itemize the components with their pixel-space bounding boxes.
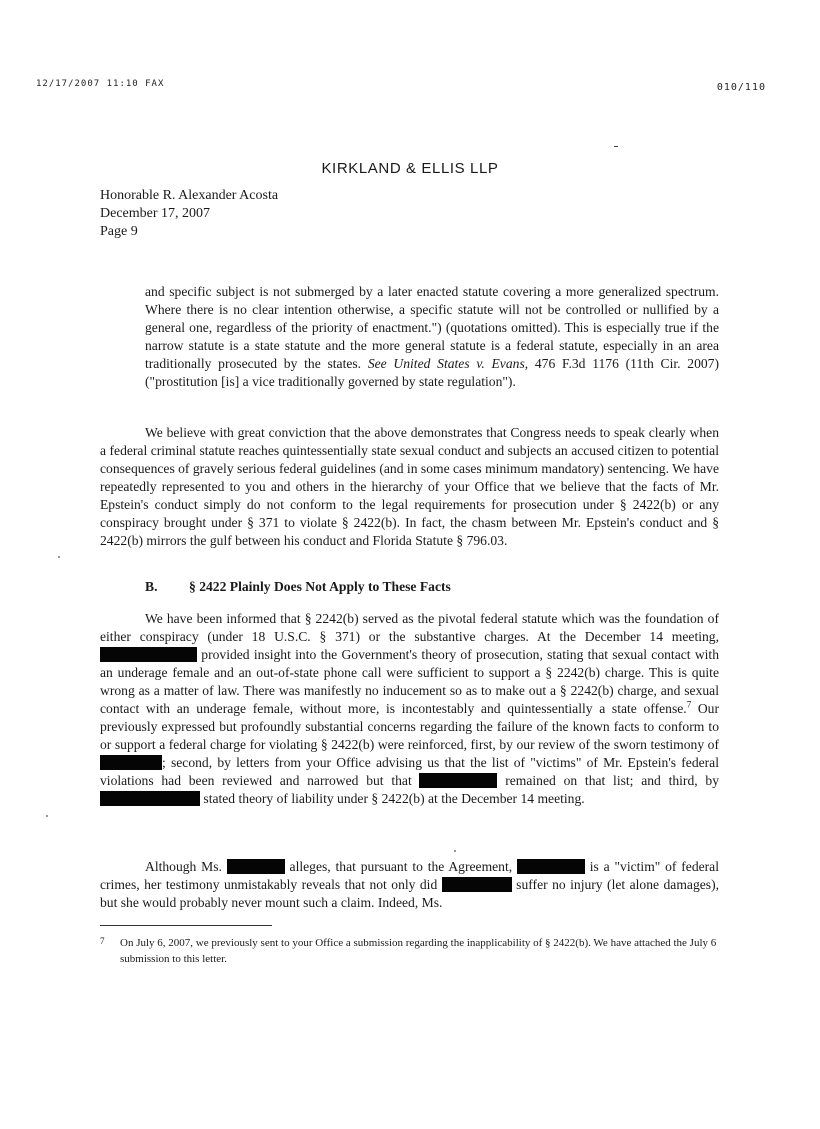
paragraph-text: We believe with great conviction that the above demonstrates that Congress needs to speak clearly when a federal criminal statute reaches quintessentially state sexual conduct and subjects an accused citizen to potential consequences of gravely serious federal guidelines (and in some cases minimum mandatory) sentencing. We have repeatedly represented to you and others in the hierarchy of your Office that we believe that the facts of Mr. Epstein's conduct simply do not conform to the legal requirements for prosecution under § 2422(b) or any conspiracy brought under § 371 to violate § 2422(b). In fact, the chasm between Mr. Epstein's conduct and § 2422(b) mirrors the gulf between his conduct and Florida Statute § 796.03.: [100, 425, 719, 548]
paragraph-text: suffer no injury (let alone damages), but she would probably never mount such a claim. Indeed, Ms.: [100, 877, 719, 910]
case-citation: See United States v. Evans: [367, 356, 525, 371]
section-title: § 2422 Plainly Does Not Apply to These Facts: [189, 579, 451, 594]
footnote-text: On July 6, 2007, we previously sent to your Office a submission regarding the inapplicability of § 2422(b). We have attached the July 6 submission to this letter.: [120, 937, 717, 965]
scan-artifact: [454, 850, 456, 852]
paragraph-text: ; second, by letters from your Office advising us that the list of "victims" of Mr. Epstein's federal violations had been reviewed and narrowed but that: [100, 755, 719, 788]
paragraph-text: Our previously expressed but profoundly substantial concerns regarding the failure of the known facts to conform to or support a federal charge for violating § 2422(b) were reinforced, first, by our review of the sworn testimony of: [100, 701, 720, 752]
scan-artifact: [614, 146, 618, 147]
redaction-box: [100, 791, 200, 806]
block-quote: [145, 283, 719, 391]
redaction-box: [100, 647, 197, 662]
quote-text: and specific subject is not submerged by a later enacted statute covering a more generalized spectrum. Where there is no clear intention otherwise, a specific statute will not be controlled or nullified by a general one, regardless of the priority of enactment.") (quotations omitted). This is especially true if the narrow statute is a state statute and the more general statute is a federal statute, especially in an area traditionally prosecuted by the states.: [145, 284, 719, 371]
fax-header-page-counter: 010/110: [716, 82, 766, 93]
letterhead-firm-name: KIRKLAND & ELLIS LLP: [321, 160, 499, 177]
redaction-box: [442, 877, 512, 892]
quote-text-end: , 476 F.3d 1176 (11th Cir. 2007) ("prostitution [is] a vice traditionally governed by state regulation").: [145, 356, 720, 389]
section-heading: [145, 579, 451, 595]
address-block: [100, 187, 278, 241]
recipient-name: Honorable R. Alexander Acosta: [100, 188, 279, 203]
redaction-box: [227, 859, 285, 874]
footnote-reference: 7: [686, 699, 692, 710]
redaction-box: [100, 755, 162, 770]
section-number: B.: [145, 579, 158, 594]
paragraph-text: alleges, that pursuant to the Agreement,: [284, 859, 517, 874]
paragraph-text: stated theory of liability under § 2422(b) at the December 14 meeting.: [200, 791, 585, 806]
footnote: [100, 935, 719, 967]
letter-date: December 17, 2007: [100, 206, 211, 221]
paragraph-text: provided insight into the Government's theory of prosecution, stating that sexual contact with an underage female and an out-of-state phone call were sufficient to support a § 2242(b) charge. This is quite wrong as a matter of law. There was manifestly no inducement so as to make out a § 2242(b) charge, and sexual contact with an underage female, without more, is incontestably and quintessentially a state offense.: [100, 647, 719, 716]
scan-artifact: [46, 815, 48, 817]
fax-header-timestamp: 12/17/2007 11:10 FAX: [36, 79, 165, 89]
paragraph-text: is a "victim" of federal crimes, her testimony unmistakably reveals that not only did: [100, 859, 719, 892]
paragraph-text: remained on that list; and third, by: [497, 773, 720, 788]
page-number: Page 9: [100, 224, 138, 239]
paragraph-congress: [100, 424, 719, 550]
paragraph-agreement: [100, 858, 719, 912]
redaction-box: [517, 859, 585, 874]
paragraph-2422: [100, 610, 719, 808]
paragraph-text: Although Ms.: [145, 859, 227, 874]
scan-artifact: [58, 556, 60, 558]
footnote-number: 7: [100, 936, 105, 946]
redaction-box: [419, 773, 497, 788]
paragraph-text: We have been informed that § 2242(b) served as the pivotal federal statute which was the foundation of either conspiracy (under 18 U.S.C. § 371) or the substantive charges. At the December 14 meeting,: [100, 611, 719, 644]
footnote-divider: [100, 925, 272, 926]
